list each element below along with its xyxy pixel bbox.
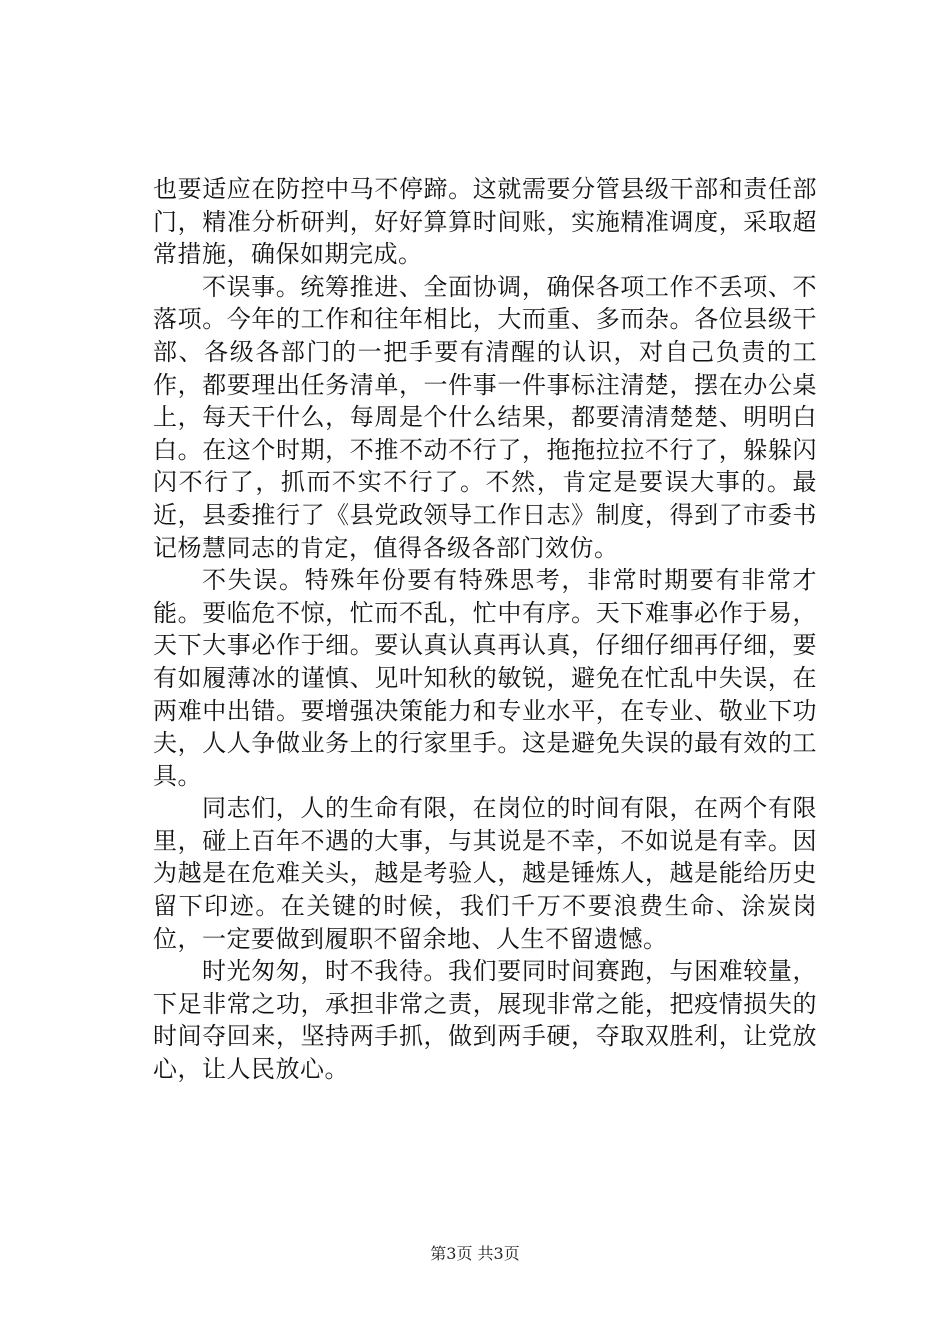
paragraph-no-delay: 不误事。统筹推进、全面协调，确保各项工作不丢项、不落项。今年的工作和往年相比，大而重、多而杂。各位县级干部、各级各部门的一把手要有清醒的认识，对自己负责的工作，都要理出任务清单，一件事一件事标注清楚，摆在办公桌上，每天干什么，每周是个什么结果，都要清清楚楚、明明白白。在这个时期，不推不动不行了，拖拖拉拉不行了，躲躲闪闪不行了，抓而不实不行了。不然，肯定是要误大事的。最近，县委推行了《县党政领导工作日志》制度，得到了市委书记杨慧同志的肯定，值得各级各部门效仿。 bbox=[153, 272, 817, 562]
paragraph-comrades: 同志们，人的生命有限，在岗位的时间有限，在两个有限里，碰上百年不遇的大事，与其说是不幸，不如说是有幸。因为越是在危难关头，越是考验人，越是锤炼人，越是能给历史留下印迹。在关键的时候，我们千万不要浪费生命、涂炭岗位，一定要做到履职不留余地、人生不留遗憾。 bbox=[153, 794, 817, 953]
paragraph-closing: 时光匆匆，时不我待。我们要同时间赛跑，与困难较量，下足非常之功，承担非常之责，展现非常之能，把疫情损失的时间夺回来，坚持两手抓，做到两手硬，夺取双胜利，让党放心，让人民放心。 bbox=[153, 957, 817, 1084]
paragraph-no-mistake: 不失误。特殊年份要有特殊思考，非常时期要有非常才能。要临危不惊，忙而不乱，忙中有序。天下难事必作于易，天下大事必作于细。要认真认真再认真，仔细仔细再仔细，要有如履薄冰的谨慎、见叶知秋的敏锐，避免在忙乱中失误，在两难中出错。要增强决策能力和专业水平，在专业、敬业下功夫，人人争做业务上的行家里手。这是避免失误的最有效的工具。 bbox=[153, 566, 817, 790]
page-footer: 第3页 共3页 bbox=[430, 1244, 520, 1263]
document-body bbox=[153, 173, 817, 1086]
paragraph-continuation: 也要适应在防控中马不停蹄。这就需要分管县级干部和责任部门，精准分析研判，好好算算时间账，实施精准调度，采取超常措施，确保如期完成。 bbox=[153, 175, 817, 269]
